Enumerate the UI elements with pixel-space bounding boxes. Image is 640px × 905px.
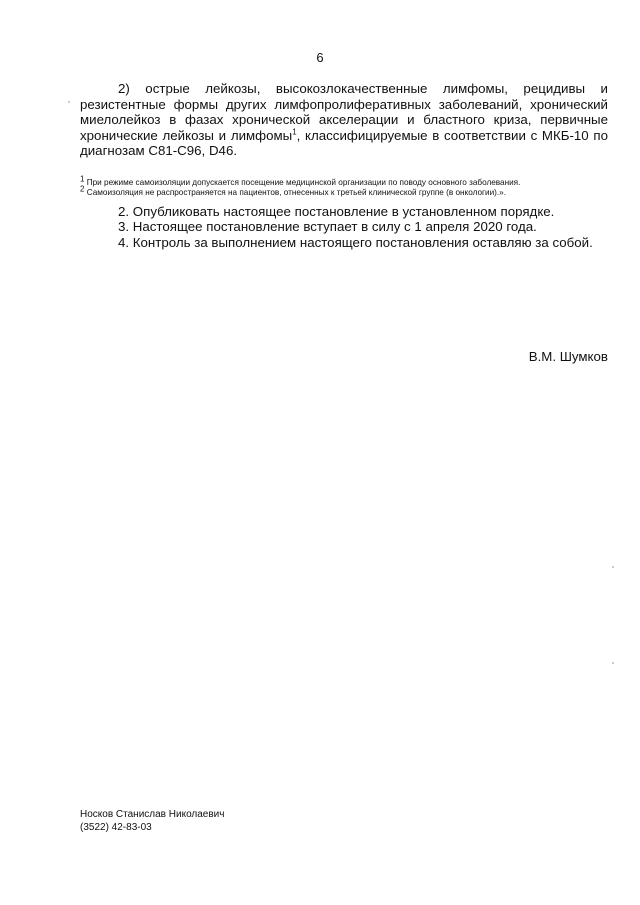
scan-speck: [612, 662, 614, 664]
signature: В.М. Шумков: [528, 349, 608, 364]
footnote-marker: 2: [80, 184, 85, 194]
paragraph-item-2: [80, 81, 608, 159]
contact-name: Носков Станислав Николаевич: [80, 809, 225, 820]
contact-phone: (3522) 42-83-03: [80, 822, 152, 833]
contact-block: [80, 808, 224, 834]
footnote-ref: 1: [292, 127, 297, 137]
footnote-1: [80, 173, 608, 189]
item-3: 3. Настоящее постановление вступает в силу с 1 апреля 2020 года.: [118, 219, 537, 234]
paragraph-text: 2) острые лейкозы, высокозлокачественные лимфомы, рецидивы и резистентные формы других лимфопролиферативных заболеваний, хронический миелолейкоз в фазах хронической акселерации и бластного криза, первичные хронические лейкозы и лимфомы: [80, 81, 608, 143]
item-4: 4. Контроль за выполнением настоящего постановления оставляю за собой.: [118, 234, 593, 250]
footnote-marker: 1: [80, 173, 85, 183]
numbered-items: [80, 204, 608, 251]
paragraph-text-end: , классифицируемые в соответствии с МКБ-10 по диагнозам С81-С96, D46.: [80, 127, 609, 158]
footnotes: [80, 173, 608, 199]
item-2: 2. Опубликовать настоящее постановление в установленном порядке.: [118, 203, 555, 219]
footnote-text: При режиме самоизоляции допускается посещение медицинской организации по поводу основного заболевания.: [86, 177, 521, 187]
document-body: [80, 81, 608, 250]
scan-speck: [612, 566, 614, 568]
scan-speck: [68, 101, 70, 103]
footnote-2: [80, 184, 608, 199]
footnote-text: Самоизоляция не распространяется на пациентов, отнесенных к третьей клинической группе (в онкологии).».: [86, 188, 506, 197]
page-number: 6: [316, 50, 324, 65]
